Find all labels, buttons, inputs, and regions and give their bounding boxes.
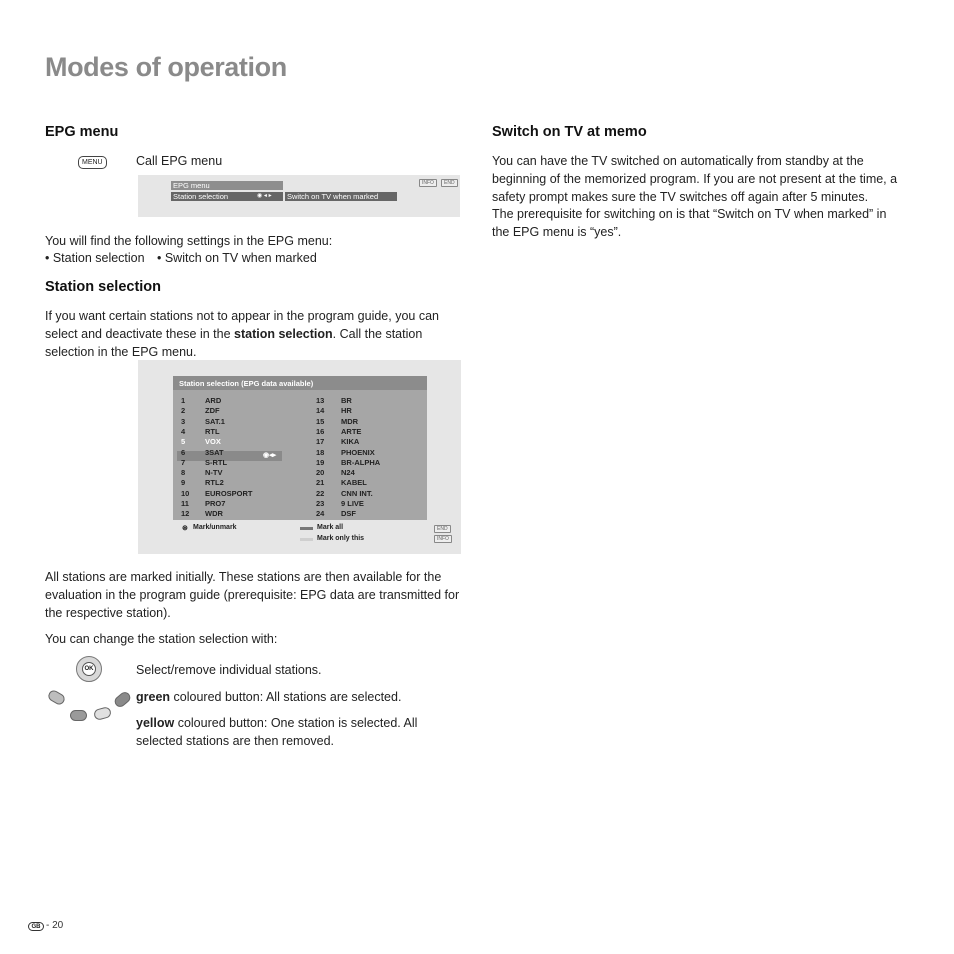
epg-screen-row-label: Station selection [173, 192, 229, 201]
mark-all-label: Mark all [317, 524, 344, 531]
mark-only-label: Mark only this [317, 535, 365, 542]
page-title: Modes of operation [45, 52, 287, 82]
bullet-station-selection: • Station selection [45, 251, 145, 265]
right-station-name[interactable]: BR [341, 396, 352, 405]
right-station-name[interactable]: PHOENIX [341, 447, 375, 457]
left-station-name[interactable]: EUROSPORT [205, 488, 253, 498]
right-station-name[interactable]: N24 [341, 468, 355, 478]
station-info-key: INFO [434, 535, 452, 543]
left-station-name[interactable]: RTL [205, 426, 220, 436]
left-station-number: 3 [181, 416, 186, 426]
settings-intro: You will find the following settings in the EPG menu: [45, 234, 333, 248]
station-end-key: END [434, 525, 451, 533]
left-station-name[interactable]: VOX [205, 437, 221, 447]
station-panel-title: Station selection (EPG data available) [173, 376, 427, 390]
left-station-name[interactable]: ZDF [205, 406, 220, 416]
station-panel [173, 376, 427, 520]
left-station-number: 2 [181, 406, 186, 416]
right-station-number: 13 [316, 396, 325, 405]
memo-para-1: You can have the TV switched on automatically from standby at the beginning of the memorized program. If you are not present at the time, a safety prompt makes sure the TV switches off again after 5 minutes. [492, 154, 898, 204]
left-station-number: 11 [181, 499, 189, 508]
green-text: green coloured button: All stations are selected. [136, 690, 402, 704]
ok-button-icon: OK [76, 656, 102, 682]
left-station-name[interactable]: 3SAT [205, 447, 224, 457]
ok-small-icon: ⊛ [182, 525, 188, 532]
memo-para-2: The prerequisite for switching on is that “Switch on TV when marked” in the EPG menu is “yes”. [492, 207, 887, 239]
epg-screen-station-row [171, 192, 283, 201]
left-station-number: 8 [181, 468, 186, 478]
ok-arrows-icon: ◉◂▸ [263, 452, 277, 459]
right-station-name[interactable]: KIKA [341, 437, 360, 447]
left-station-number: 12 [181, 509, 190, 519]
right-station-number: 14 [316, 406, 325, 416]
epg-info-key: INFO [419, 179, 437, 187]
epg-menu-screen [138, 175, 460, 217]
right-station-number: 21 [316, 478, 325, 488]
right-station-name[interactable]: CNN INT. [341, 488, 373, 498]
blue-button-icon [112, 690, 132, 709]
left-station-number: 1 [181, 396, 186, 405]
right-station-name[interactable]: DSF [341, 509, 356, 519]
left-station-name[interactable]: RTL2 [205, 478, 224, 488]
menu-key: MENU [78, 156, 107, 169]
station-selection-screen [138, 360, 461, 554]
mark-unmark-label: Mark/unmark [193, 524, 237, 531]
station-para-2: All stations are marked initially. These stations are then available for the evaluation in the program guide (prerequisite: EPG data are transmitted for the respective station). [45, 570, 460, 620]
yellow-swatch [300, 538, 313, 541]
bullet-switch-on: • Switch on TV when marked [157, 251, 317, 265]
yellow-button-icon [93, 706, 112, 721]
epg-screen-title: EPG menu [171, 181, 283, 190]
left-station-number: 9 [181, 478, 186, 488]
epg-screen-row-value: Switch on TV when marked [285, 192, 397, 201]
right-station-name[interactable]: BR-ALPHA [341, 457, 381, 467]
right-station-number: 24 [316, 509, 325, 519]
epg-end-key: END [441, 179, 458, 187]
green-button-icon [70, 710, 87, 721]
ok-text: Select/remove individual stations. [136, 663, 322, 677]
right-station-name[interactable]: MDR [341, 416, 359, 426]
left-station-name[interactable]: S-RTL [205, 457, 228, 467]
right-station-number: 17 [316, 437, 325, 447]
right-station-number: 16 [316, 426, 325, 436]
right-station-name[interactable]: 9 LIVE [341, 499, 364, 508]
page-number: - 20 [46, 920, 64, 931]
right-station-number: 23 [316, 499, 325, 508]
right-station-name[interactable]: ARTE [341, 426, 362, 436]
right-station-name[interactable]: KABEL [341, 478, 367, 488]
ok-arrows-icon: ◉ ◂ ▸ [257, 193, 272, 199]
right-station-number: 15 [316, 416, 325, 426]
station-para-1: If you want certain stations not to appear in the program guide, you can select and deactivate these in the station selection. Call the station selection in the EPG menu. [45, 309, 439, 359]
left-station-name[interactable]: WDR [205, 509, 223, 519]
epg-menu-heading: EPG menu [45, 124, 119, 140]
station-para-3: You can change the station selection with: [45, 632, 278, 646]
left-station-name[interactable]: SAT.1 [205, 416, 225, 426]
left-station-name[interactable]: ARD [205, 396, 222, 405]
left-station-name[interactable]: PRO7 [205, 499, 226, 508]
left-station-name[interactable]: N-TV [205, 468, 223, 478]
station-selection-heading: Station selection [45, 279, 162, 295]
left-station-number: 6 [181, 447, 186, 457]
call-epg-text: Call EPG menu [136, 154, 223, 168]
left-station-number: 7 [181, 457, 186, 467]
right-station-number: 22 [316, 488, 325, 498]
red-button-icon [46, 688, 66, 706]
right-station-number: 20 [316, 468, 325, 478]
left-station-number: 10 [181, 488, 190, 498]
colour-buttons-icon [46, 690, 136, 730]
right-station-number: 18 [316, 447, 325, 457]
green-swatch [300, 527, 313, 530]
yellow-text: yellow coloured button: One station is selected. All selected stations are then removed. [136, 716, 418, 748]
right-station-name[interactable]: HR [341, 406, 352, 416]
country-badge: GB [28, 922, 44, 931]
right-station-number: 19 [316, 457, 325, 467]
left-station-number: 5 [181, 437, 186, 447]
left-station-number: 4 [181, 426, 186, 436]
memo-heading: Switch on TV at memo [492, 124, 647, 140]
